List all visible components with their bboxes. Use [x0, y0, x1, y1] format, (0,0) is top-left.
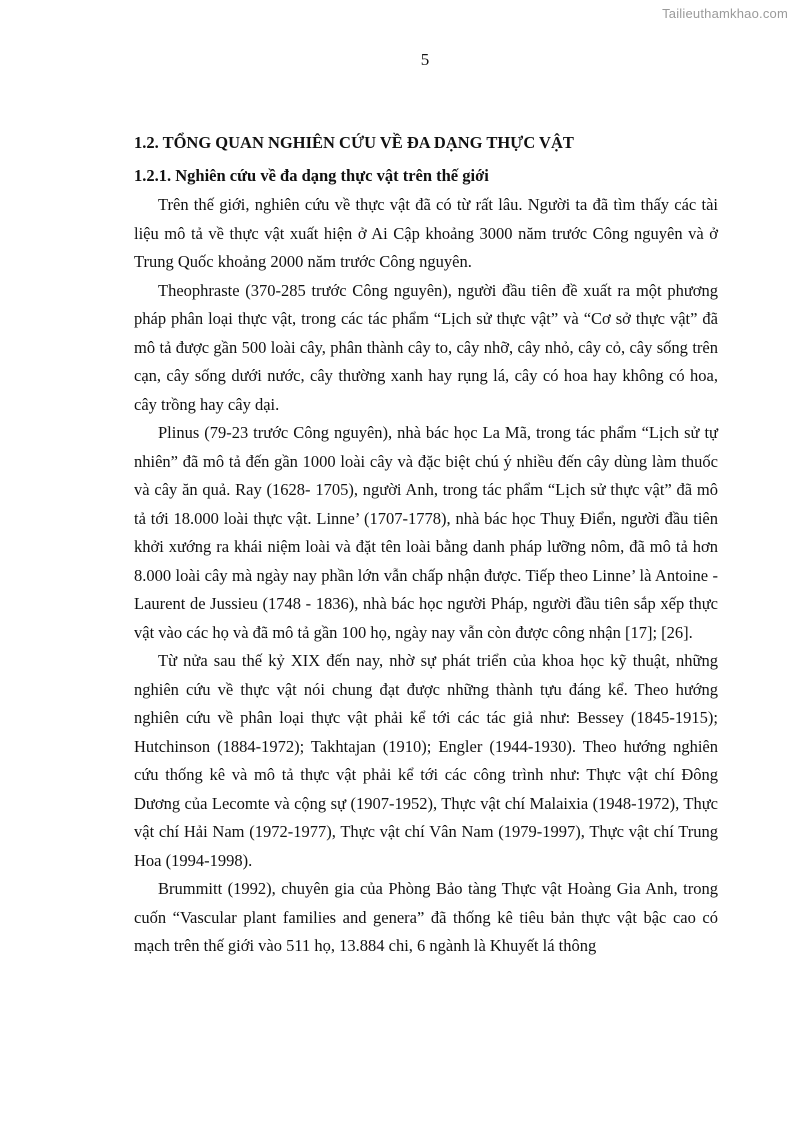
paragraph-4: Từ nửa sau thế kỷ XIX đến nay, nhờ sự phát triển của khoa học kỹ thuật, những nghiên cứu về thực vật nói chung đạt được những thành tựu đáng kể. Theo hướng nghiên cứu về phân loại thực vật phải kể tới các tác giả như: Bessey (1845-1915); Hutchinson (1884-1972); Takhtajan (1910); Engler (1944-1930). Theo hướng nghiên cứu thống kê và mô tả thực vật phải kể tới các công trình như: Thực vật chí Đông Dương của Lecomte và cộng sự (1907-1952), Thực vật chí Malaixia (1948-1972), Thực vật chí Hải Nam (1972-1977), Thực vật chí Vân Nam (1979-1997), Thực vật chí Trung Hoa (1994-1998). — [134, 651, 718, 870]
paragraph-5: Brummitt (1992), chuyên gia của Phòng Bảo tàng Thực vật Hoàng Gia Anh, trong cuốn “Vascular plant families and genera” đã thống kê tiêu bản thực vật bậc cao có mạch trên thế giới vào 511 họ, 13.884 chi, 6 ngành là Khuyết lá thông — [134, 879, 718, 955]
watermark: Tailieuthamkhao.com — [662, 6, 788, 21]
page-number: 5 — [420, 50, 430, 69]
subsection-heading: 1.2.1. Nghiên cứu về đa dạng thực vật trên thế giới — [134, 166, 489, 185]
paragraph-3: Plinus (79-23 trước Công nguyên), nhà bác học La Mã, trong tác phẩm “Lịch sử tự nhiên” đã mô tả đến gần 1000 loài cây và đặc biệt chú ý nhiều đến cây dùng làm thuốc và cây ăn quả. Ray (1628- 1705), người Anh, trong tác phẩm “Lịch sử thực vật” đã mô tả tới 18.000 loài thực vật. Linne’ (1707-1778), nhà bác học Thuỵ Điển, người đầu tiên khởi xướng ra khái niệm loài và đặt tên loài bằng danh pháp lưỡng nôm, đã mô tả hơn 8.000 loài cây mà ngày nay phần lớn vẫn chấp nhận được. Tiếp theo Linne’ là Antoine - Laurent de Jussieu (1748 - 1836), nhà bác học người Pháp, người đầu tiên sắp xếp thực vật vào các họ và đã mô tả gần 100 họ, ngày nay vẫn còn được công nhận [17]; [26]. — [134, 423, 718, 642]
section-heading: 1.2. TỔNG QUAN NGHIÊN CỨU VỀ ĐA DẠNG THỰC VẬT — [134, 133, 574, 152]
paragraph-2: Theophraste (370-285 trước Công nguyên), người đầu tiên đề xuất ra một phương pháp phân loại thực vật, trong các tác phẩm “Lịch sử thực vật” và “Cơ sở thực vật” đã mô tả được gần 500 loài cây, phân thành cây to, cây nhỡ, cây nhỏ, cây cỏ, cây sống trên cạn, cây sống dưới nước, cây thường xanh hay rụng lá, cây có hoa hay không có hoa, cây trồng hay cây dại. — [134, 280, 718, 414]
paragraph-1: Trên thế giới, nghiên cứu về thực vật đã có từ rất lâu. Người ta đã tìm thấy các tài liệu mô tả về thực vật xuất hiện ở Ai Cập khoảng 3000 năm trước Công nguyên và ở Trung Quốc khoảng 2000 năm trước Công nguyên. — [134, 195, 718, 271]
document-body — [134, 128, 718, 961]
